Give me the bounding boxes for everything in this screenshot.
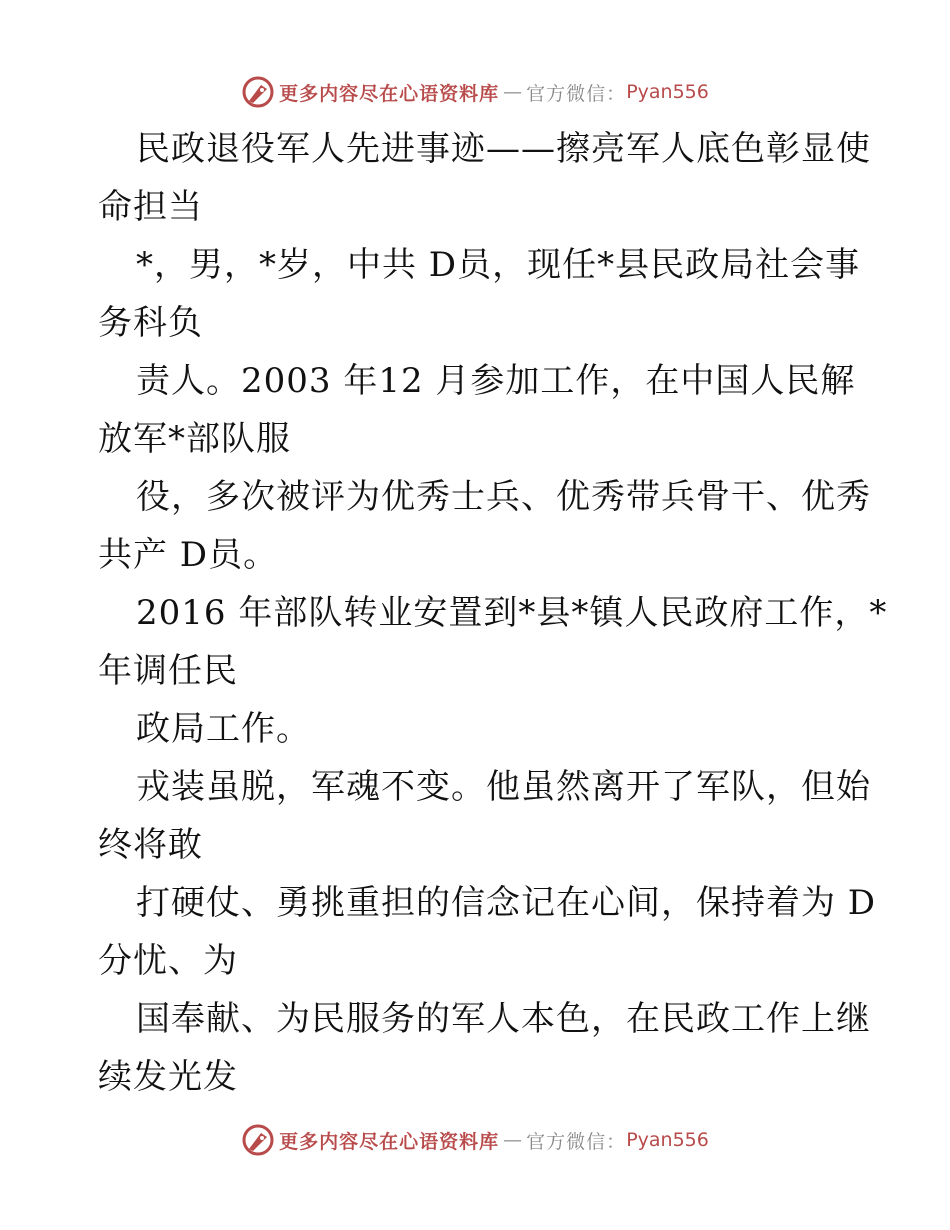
text-line: 民政退役军人先进事迹——擦亮军人底色彰显使 (136, 129, 871, 169)
text-line: 命担当 (98, 187, 203, 227)
text-line: 分忧、为 (98, 941, 238, 981)
text-line: 年调任民 (98, 651, 238, 691)
text-line: 放军*部队服 (98, 419, 291, 459)
watermark-wechat-label: 官方微信： (526, 1130, 627, 1153)
text-line: 国奉献、为民服务的军人本色，在民政工作上继 (136, 999, 871, 1039)
footer-watermark (0, 1120, 950, 1160)
text-line: 役，多次被评为优秀士兵、优秀带兵骨干、优秀 (136, 477, 871, 517)
text-line: 责人。2003 年12 月参加工作，在中国人民解 (136, 361, 856, 401)
text-line: 务科负 (98, 303, 203, 343)
pen-nib-logo-icon (241, 75, 275, 109)
text-line: 2016 年部队转业安置到*县*镇人民政府工作，* (136, 593, 888, 633)
text-line: 终将敢 (98, 825, 203, 865)
text-line: 续发光发 (98, 1057, 238, 1097)
watermark-separator: — (503, 1129, 523, 1151)
watermark-wechat-id: Pyan556 (626, 1129, 709, 1151)
watermark-wechat-label: 官方微信： (526, 82, 627, 105)
text-line: 戎装虽脱，军魂不变。他虽然离开了军队，但始 (136, 767, 871, 807)
pen-nib-logo-icon (241, 1123, 275, 1157)
header-watermark (0, 72, 950, 112)
text-line: 打硬仗、勇挑重担的信念记在心间，保持着为 D (136, 883, 877, 923)
document-body (98, 120, 888, 1106)
text-line: *，男，*岁，中共 D员，现任*县民政局社会事 (136, 245, 861, 285)
watermark-site-text: 更多内容尽在心语资料库 (279, 1130, 500, 1153)
watermark-separator: — (503, 81, 523, 103)
watermark-wechat-id: Pyan556 (626, 81, 709, 103)
text-line: 政局工作。 (136, 709, 311, 749)
text-line: 共产 D员。 (98, 535, 279, 575)
watermark-site-text: 更多内容尽在心语资料库 (279, 82, 500, 105)
